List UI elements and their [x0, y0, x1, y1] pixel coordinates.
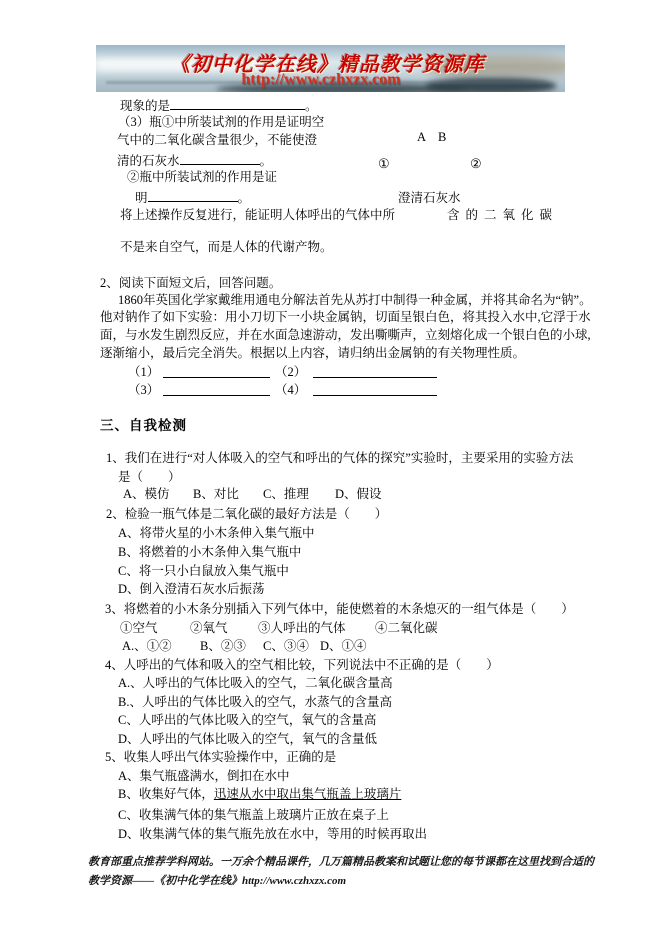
answer-blank — [313, 383, 437, 396]
q2-option-b: B、将燃着的小木条伸入集气瓶中 — [118, 545, 302, 559]
exercise2-para-line1: 1860年英国化学家戴维用通电分解法首先从苏打中制得一种金属，并将其命名为“钠”。 — [118, 293, 592, 307]
blank2-label: （2） — [275, 365, 307, 379]
footer-promo-line1: 教育部重点推荐学科网站。一万余个精品课件，几万篇精品教案和试题让您的每节课都在这里找到合适的 — [88, 856, 594, 868]
q4-option-d: D、人呼出的气体比吸入的空气，氧气的含量低 — [118, 732, 378, 746]
q4-option-c: C、人呼出的气体比吸入的空气，氧气的含量高 — [118, 713, 377, 727]
period: 。 — [305, 99, 318, 113]
blank3-label: （3） — [128, 383, 160, 397]
q3-option-a: A.、①② — [122, 639, 172, 653]
repeat-operation-line — [0, 208, 661, 224]
q5-option-c: C、收集满气体的集气瓶盖上玻璃片正放在桌子上 — [118, 808, 389, 822]
part3-line3-prefix: 清的石灰水 — [117, 154, 180, 168]
q1-option-b: B、对比 — [193, 487, 239, 501]
q2-stem: 2、检验一瓶气体是二氧化碳的最好方法是（ ） — [106, 507, 388, 521]
answer-blank — [180, 152, 260, 165]
banner-url: http://www.czhxzx.com — [241, 71, 401, 88]
q3-option-d: D、①④ — [320, 639, 367, 653]
q5-option-d: D、收集满气体的集气瓶先放在水中，等用的时候再取出 — [118, 827, 428, 841]
q3-items-row — [0, 621, 661, 637]
exercise2-para-line4: 逐渐缩小，最后完全消失。根据以上内容，请归纳出金属钠的有关物理性质。 — [100, 346, 526, 360]
q1-option-c: C、推理 — [263, 487, 309, 501]
answer-blank — [313, 365, 437, 378]
q3-item-4: ④二氧化碳 — [375, 621, 438, 635]
footer-promo-line2: 教学资源——《初中化学在线》http://www.czhxzx.com — [88, 875, 347, 887]
diagram-bottle2-label: ② — [470, 156, 482, 171]
period: 。 — [259, 154, 273, 168]
q5-stem: 5、收集人呼出气体实验操作中，正确的是 — [105, 750, 337, 764]
q4-stem: 4、人呼出的气体和吸入的空气相比较，下列说法中不正确的是（ ） — [105, 658, 499, 672]
q5-option-b — [118, 787, 401, 801]
exercise2-blanks-row2 — [0, 383, 661, 399]
q1-options-row — [0, 487, 661, 503]
q4-option-a: A.、人呼出的气体比吸入的空气，二氧化碳含量高 — [118, 676, 393, 690]
part3b-fill-line — [135, 189, 250, 205]
part3b-line2-prefix: 明 — [135, 191, 148, 205]
part3-fill-line — [117, 152, 272, 168]
exercise2-title: 2、阅读下面短文后，回答问题。 — [100, 276, 282, 290]
conclusion-line: 不是来自空气，而是人体的代谢产物。 — [120, 240, 333, 254]
q3-item-2: ②氧气 — [190, 621, 228, 635]
q5-option-a: A、集气瓶盛满水，倒扣在水中 — [118, 769, 290, 783]
diagram-limewater-label: 澄清石灰水 — [398, 191, 461, 205]
exercise2-blanks-row1 — [0, 365, 661, 381]
q1-option-a: A、模仿 — [123, 487, 170, 501]
part3-line1: （3）瓶①中所装试剂的作用是证明空 — [118, 115, 325, 129]
phenomenon-prefix: 现象的是 — [120, 99, 171, 113]
blank1-label: （1） — [128, 365, 160, 379]
q3-option-c: C、③④ — [263, 639, 309, 653]
part3b-line1: ②瓶中所装试剂的作用是证 — [127, 170, 278, 184]
diagram-label-a: A — [417, 130, 427, 144]
q5-option-b-prefix: B、收集好气体， — [118, 787, 214, 801]
q4-option-b: B.、人呼出的气体比吸入的空气，水蒸气的含量高 — [118, 695, 392, 709]
answer-blank — [148, 189, 238, 202]
q3-stem: 3、将燃着的小木条分别插入下列气体中，能使燃着的木条熄灭的一组气体是（ ） — [105, 602, 574, 616]
site-banner — [96, 45, 565, 92]
q2-option-d: D、倒入澄清石灰水后振荡 — [118, 582, 265, 596]
blank4-label: （4） — [275, 383, 307, 397]
banner-title: 《初中化学在线》精品教学资源库 — [169, 54, 485, 76]
diagram-bottle1-label: ① — [378, 156, 390, 171]
repeat-line-right: 含的二氧化碳 — [447, 208, 559, 222]
selftest-heading: 三、自我检测 — [100, 418, 187, 433]
part3-line2: 气中的二氧化碳含量很少，不能使澄 — [117, 133, 318, 147]
q3-item-3: ③人呼出的气体 — [258, 621, 346, 635]
exercise2-para-line2: 他对钠作了如下实验：用小刀切下一小块金属钠，切面呈银白色，将其投入水中,它浮于水 — [100, 310, 591, 324]
q1-stem-line1: 1、我们在进行“对人体吸入的空气和呼出的气体的探究”实验时，主要采用的实验方法 — [106, 451, 574, 465]
repeat-line-left: 将上述操作反复进行，能证明人体呼出的气体中所 — [120, 208, 396, 222]
q3-item-1: ①空气 — [120, 621, 158, 635]
q5-option-b-underlined: 迅速从水中取出集气瓶盖上玻璃片 — [213, 787, 402, 801]
q2-option-a: A、将带火星的小木条伸入集气瓶中 — [118, 526, 315, 540]
answer-blank — [163, 365, 270, 378]
q3-option-b: B、②③ — [200, 639, 246, 653]
q2-option-c: C、将一只小白鼠放入集气瓶中 — [118, 564, 289, 578]
q1-option-d: D、假设 — [335, 487, 382, 501]
q1-stem-line2: 是（ ） — [118, 470, 181, 484]
phenomenon-fill-line — [120, 97, 318, 113]
answer-blank — [170, 97, 305, 110]
period: 。 — [237, 191, 251, 205]
exercise2-para-line3: 面，与水发生剧烈反应，并在水面急速游动，发出嘶嘶声，立刻熔化成一个银白色的小球, — [100, 328, 591, 342]
diagram-label-b: B — [438, 130, 447, 144]
answer-blank — [163, 383, 270, 396]
q3-options-row — [0, 639, 661, 655]
